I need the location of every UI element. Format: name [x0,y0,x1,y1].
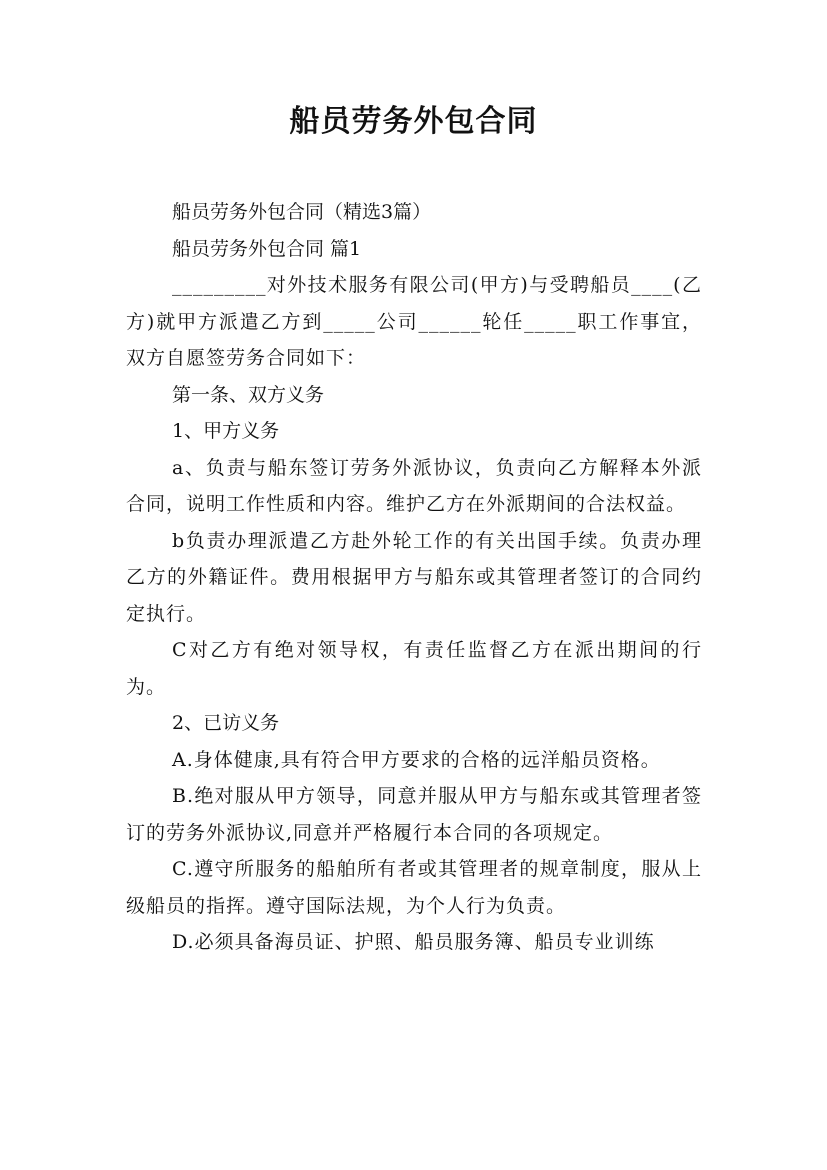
paragraph-section-heading: 船员劳务外包合同 篇1 [172,237,362,260]
paragraph-party-b-duties: 2、已访义务 [172,712,280,734]
paragraph-item-b: b负责办理派遣乙方赴外轮工作的有关出国手续。负责办理乙方的外籍证件。费用根据甲方与船东或其管理者签订的合同约定执行。 [126,529,702,625]
paragraph-item-c: C对乙方有绝对领导权，有责任监督乙方在派出期间的行为。 [126,639,702,698]
paragraph-party-a-duties: 1、甲方义务 [172,420,280,442]
paragraph-subtitle: 船员劳务外包合同（精选3篇） [172,201,432,223]
paragraph-item-upper-c: C.遵守所服务的船舶所有者或其管理者的规章制度，服从上级船员的指挥。遵守国际法规，为个人行为负责。 [126,858,702,917]
paragraph-item-upper-b: B.绝对服从甲方领导，同意并服从甲方与船东或其管理者签订的劳务外派协议,同意并严格履行本合同的各项规定。 [126,785,702,844]
paragraph-intro: _________对外技术服务有限公司(甲方)与受聘船员____(乙方)就甲方派遣乙方到_____公司______轮任_____职工作事宜，双方自愿签劳务合同如下： [126,274,702,369]
document-title: 船员劳务外包合同 [289,104,538,139]
paragraph-item-a: a、负责与船东签订劳务外派协议，负责向乙方解释本外派合同，说明工作性质和内容。维护乙方在外派期间的合法权益。 [126,456,702,515]
document-body [126,194,702,961]
paragraph-article-one: 第一条、双方义务 [172,383,325,406]
paragraph-item-upper-a: A.身体健康,具有符合甲方要求的合格的远洋船员资格。 [172,748,661,771]
paragraph-item-upper-d: D.必须具备海员证、护照、船员服务簿、船员专业训练 [172,931,655,953]
